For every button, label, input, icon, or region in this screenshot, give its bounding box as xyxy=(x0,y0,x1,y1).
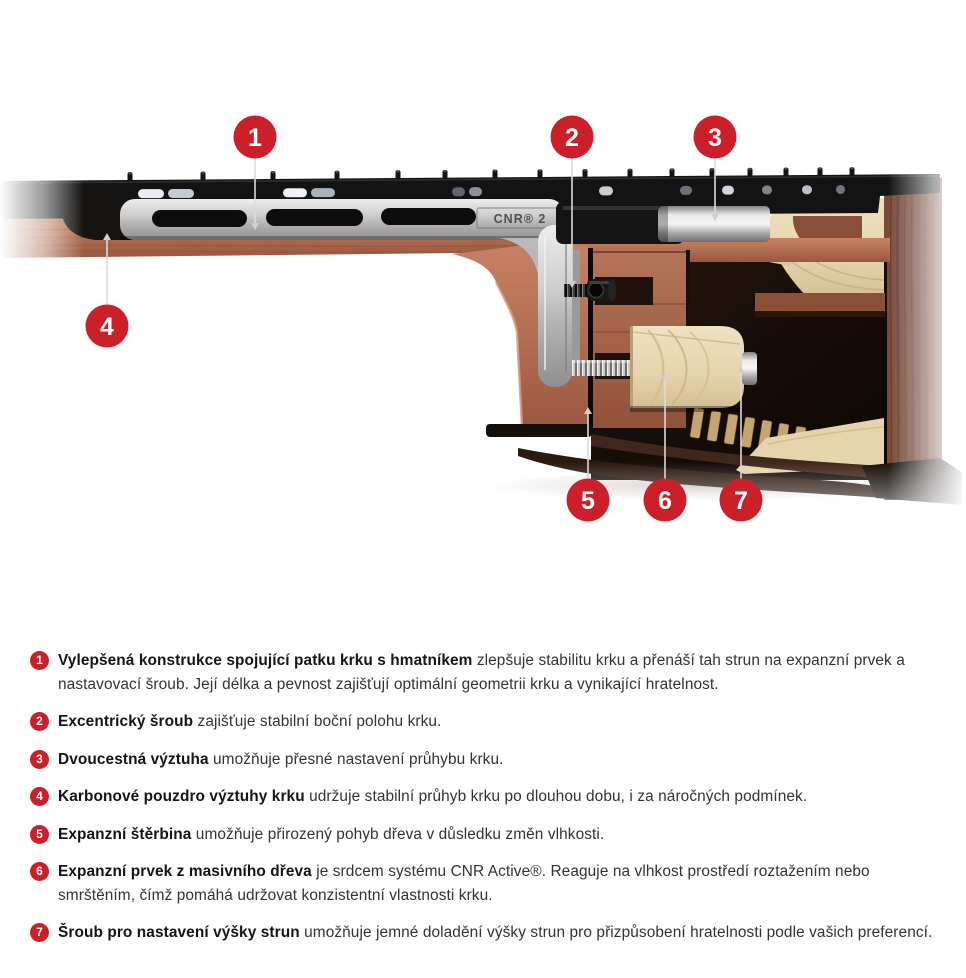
legend-badge-1: 1 xyxy=(30,651,49,670)
heel-cap xyxy=(486,424,592,437)
callout-number: 7 xyxy=(734,487,748,515)
bracket-engraving: CNR® 2 xyxy=(493,212,547,226)
legend-item-7 xyxy=(30,921,944,945)
legend-term: Dvoucestná výztuha xyxy=(58,750,209,768)
legend-text: Vylepšená konstrukce spojující patku krku s hmatníkem zlepšuje stabilitu krku a přenáší tah strun na expanzní prvek a nastavovací šroub. Její délka a pevnost zajišťují optimální geometrii krku a vynikající hratelnost. xyxy=(58,652,905,693)
legend-badge-7: 7 xyxy=(30,923,49,942)
callout-number: 1 xyxy=(248,124,262,152)
legend-badge-3: 3 xyxy=(30,750,49,769)
expansion-block xyxy=(630,326,757,412)
legend-item-2 xyxy=(30,710,944,734)
screw-cap xyxy=(742,352,757,385)
legend-text: Šroub pro nastavení výšky strun umožňuje jemné doladění výšky strun pro přizpůsobení hratelnosti podle vašich preferencí. xyxy=(58,924,933,941)
callout-number: 6 xyxy=(658,487,672,515)
legend-text: Expanzní prvek z masivního dřeva je srdcem systému CNR Active®. Reaguje na vlhkost prostředí roztažením nebo smrštěním, čímž pomáhá udržovat konzistentní vlastnosti krku. xyxy=(58,863,870,904)
legend-item-6 xyxy=(30,860,944,907)
truss-rod xyxy=(658,206,770,242)
neck-block-notch xyxy=(793,216,862,240)
legend-item-4 xyxy=(30,785,944,809)
legend xyxy=(30,649,944,959)
bracket-slots xyxy=(152,208,476,227)
legend-item-3 xyxy=(30,748,944,772)
legend-term: Šroub pro nastavení výšky strun xyxy=(58,924,300,941)
legend-term: Expanzní štěrbina xyxy=(58,825,192,843)
body-shelf xyxy=(755,293,885,313)
legend-badge-2: 2 xyxy=(30,712,49,731)
legend-term: Excentrický šroub xyxy=(58,713,194,730)
legend-badge-4: 4 xyxy=(30,787,49,806)
legend-text: Excentrický šroub zajišťuje stabilní boční polohu krku. xyxy=(58,713,442,730)
legend-term: Vylepšená konstrukce spojující patku krku s hmatníkem xyxy=(58,652,473,669)
callout-number: 4 xyxy=(100,313,114,341)
legend-term: Expanzní prvek z masivního dřeva xyxy=(58,863,312,880)
legend-item-5 xyxy=(30,823,944,847)
legend-text: Karbonové pouzdro výztuhy krku udržuje stabilní průhyb krku po dlouhou dobu, i za náročných podmínek. xyxy=(58,788,808,805)
callout-number: 3 xyxy=(708,124,722,152)
legend-text: Expanzní štěrbina umožňuje přirozený pohyb dřeva v důsledku změn vlhkosti. xyxy=(58,825,605,843)
legend-badge-5: 5 xyxy=(30,825,49,844)
callout-number: 5 xyxy=(581,487,595,515)
legend-badge-6: 6 xyxy=(30,862,49,881)
legend-term: Karbonové pouzdro výztuhy krku xyxy=(58,788,305,805)
callout-number: 2 xyxy=(565,124,579,152)
legend-text: Dvoucestná výztuha umožňuje přesné nastavení průhybu krku. xyxy=(58,750,504,768)
legend-item-1 xyxy=(30,649,944,696)
expansion-gap xyxy=(588,248,593,434)
